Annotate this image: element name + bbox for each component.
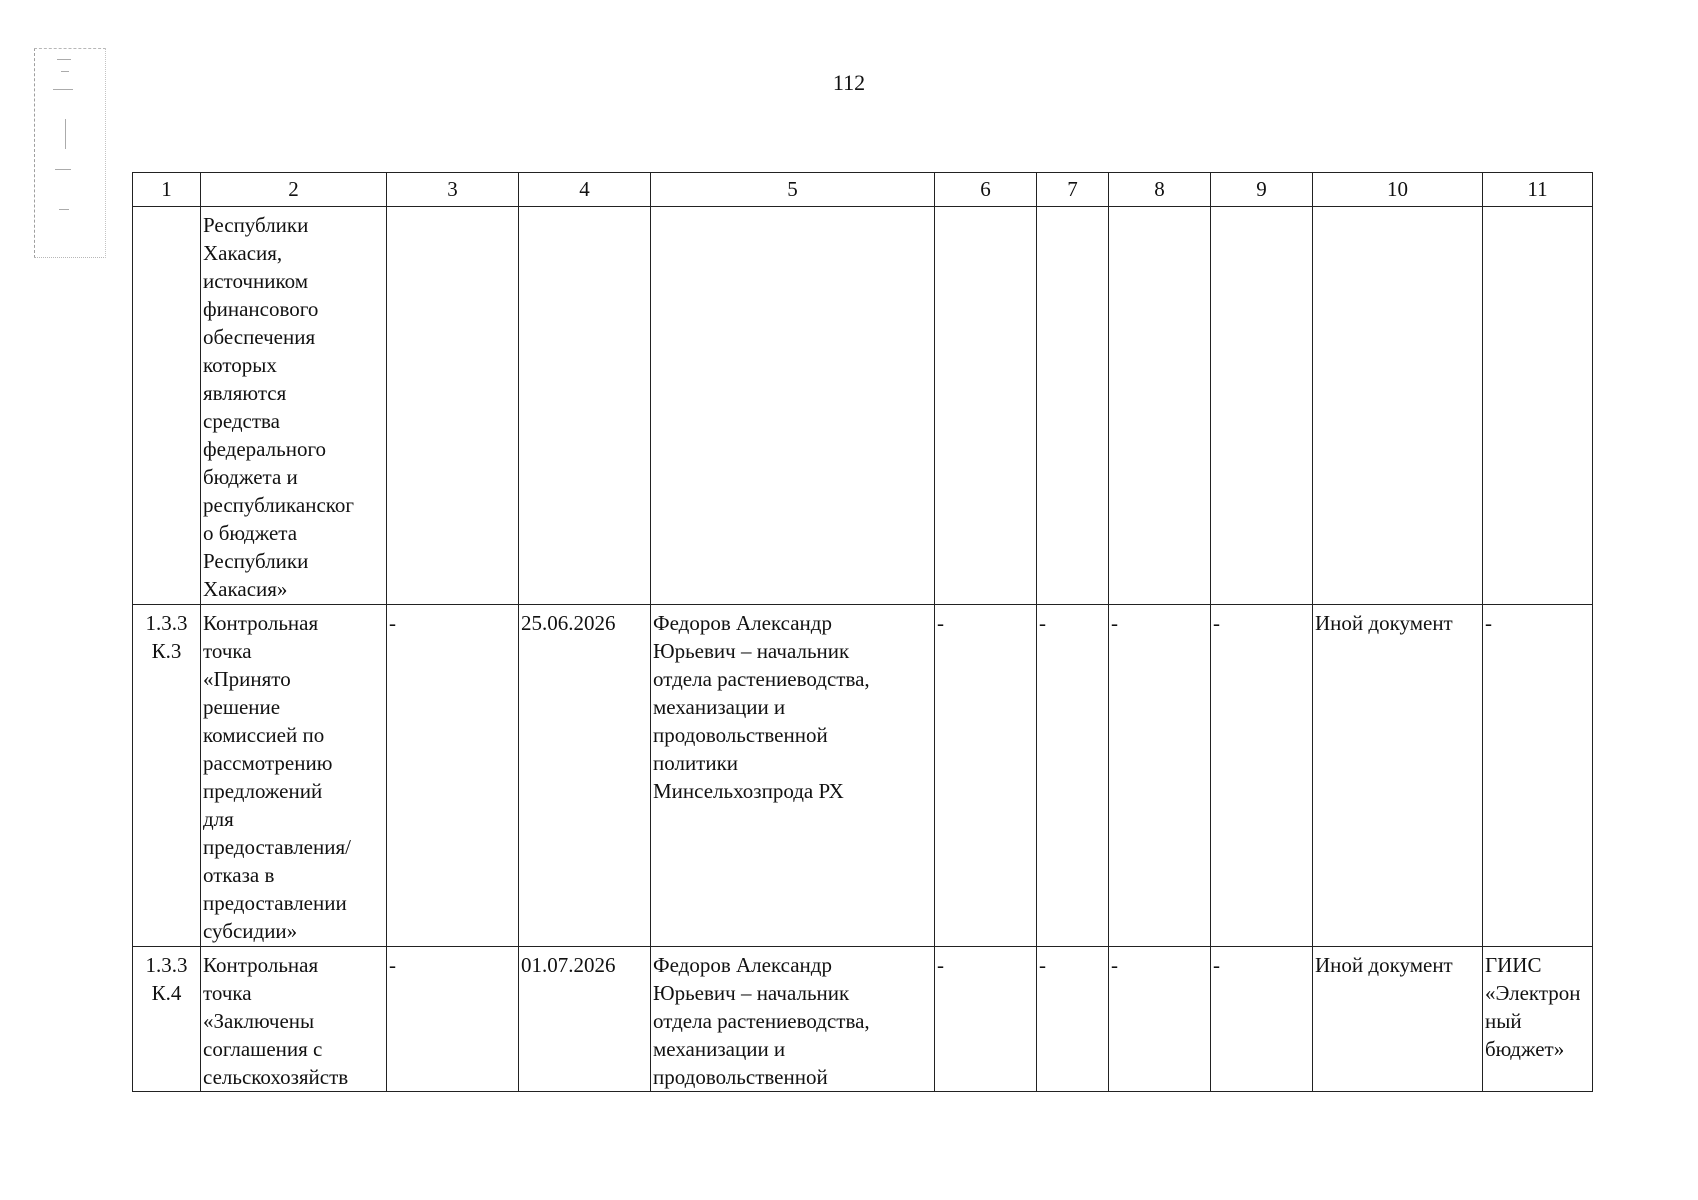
table-cell: - [1037, 605, 1109, 947]
table-cell [1211, 207, 1313, 605]
date-cell [519, 207, 651, 605]
description-cell: Контрольная точка «Принято решение комиссией по рассмотрению предложений для предоставления/ отказа в предоставлении субсидии» [201, 605, 387, 947]
column-header: 5 [651, 173, 935, 207]
table-cell: - [935, 947, 1037, 1092]
description-cell: Республики Хакасия, источником финансового обеспечения которых являются средства федерального бюджета и республиканског о бюджета Республики Хакасия» [201, 207, 387, 605]
responsible-cell: Федоров Александр Юрьевич – начальник отдела растениеводства, механизации и продовольственной политики Минсельхозпрода РХ [651, 605, 935, 947]
date-cell: 25.06.2026 [519, 605, 651, 947]
table-cell: - [387, 605, 519, 947]
approval-stamp [34, 48, 106, 258]
table-cell: - [1109, 947, 1211, 1092]
column-header: 4 [519, 173, 651, 207]
column-header: 2 [201, 173, 387, 207]
document-table [132, 172, 1593, 1092]
column-header: 7 [1037, 173, 1109, 207]
responsible-cell [651, 207, 935, 605]
system-cell: ГИИС «Электрон ный бюджет» [1483, 947, 1593, 1092]
system-cell: - [1483, 605, 1593, 947]
responsible-cell: Федоров Александр Юрьевич – начальник отдела растениеводства, механизации и продовольственной [651, 947, 935, 1092]
table-cell: - [935, 605, 1037, 947]
row-number-cell: 1.3.3 К.4 [133, 947, 201, 1092]
table-cell [1109, 207, 1211, 605]
date-cell: 01.07.2026 [519, 947, 651, 1092]
table-cell [387, 207, 519, 605]
column-header: 8 [1109, 173, 1211, 207]
page-number: 112 [832, 70, 866, 95]
table-cell [1037, 207, 1109, 605]
table-cell: - [1211, 605, 1313, 947]
column-header: 3 [387, 173, 519, 207]
table-row [133, 207, 1593, 605]
row-number-cell: 1.3.3 К.3 [133, 605, 201, 947]
column-header: 1 [133, 173, 201, 207]
column-header: 10 [1313, 173, 1483, 207]
description-cell: Контрольная точка «Заключены соглашения с сельскохозяйств [201, 947, 387, 1092]
column-header: 9 [1211, 173, 1313, 207]
column-header: 6 [935, 173, 1037, 207]
system-cell [1483, 207, 1593, 605]
column-header: 11 [1483, 173, 1593, 207]
document-type-cell [1313, 207, 1483, 605]
document-type-cell: Иной документ [1313, 605, 1483, 947]
table-cell: - [387, 947, 519, 1092]
table-cell [935, 207, 1037, 605]
row-number-cell [133, 207, 201, 605]
table-cell: - [1109, 605, 1211, 947]
table-cell: - [1037, 947, 1109, 1092]
table-cell: - [1211, 947, 1313, 1092]
header-row [133, 173, 1593, 207]
table-row [133, 605, 1593, 947]
document-type-cell: Иной документ [1313, 947, 1483, 1092]
table-row [133, 947, 1593, 1092]
